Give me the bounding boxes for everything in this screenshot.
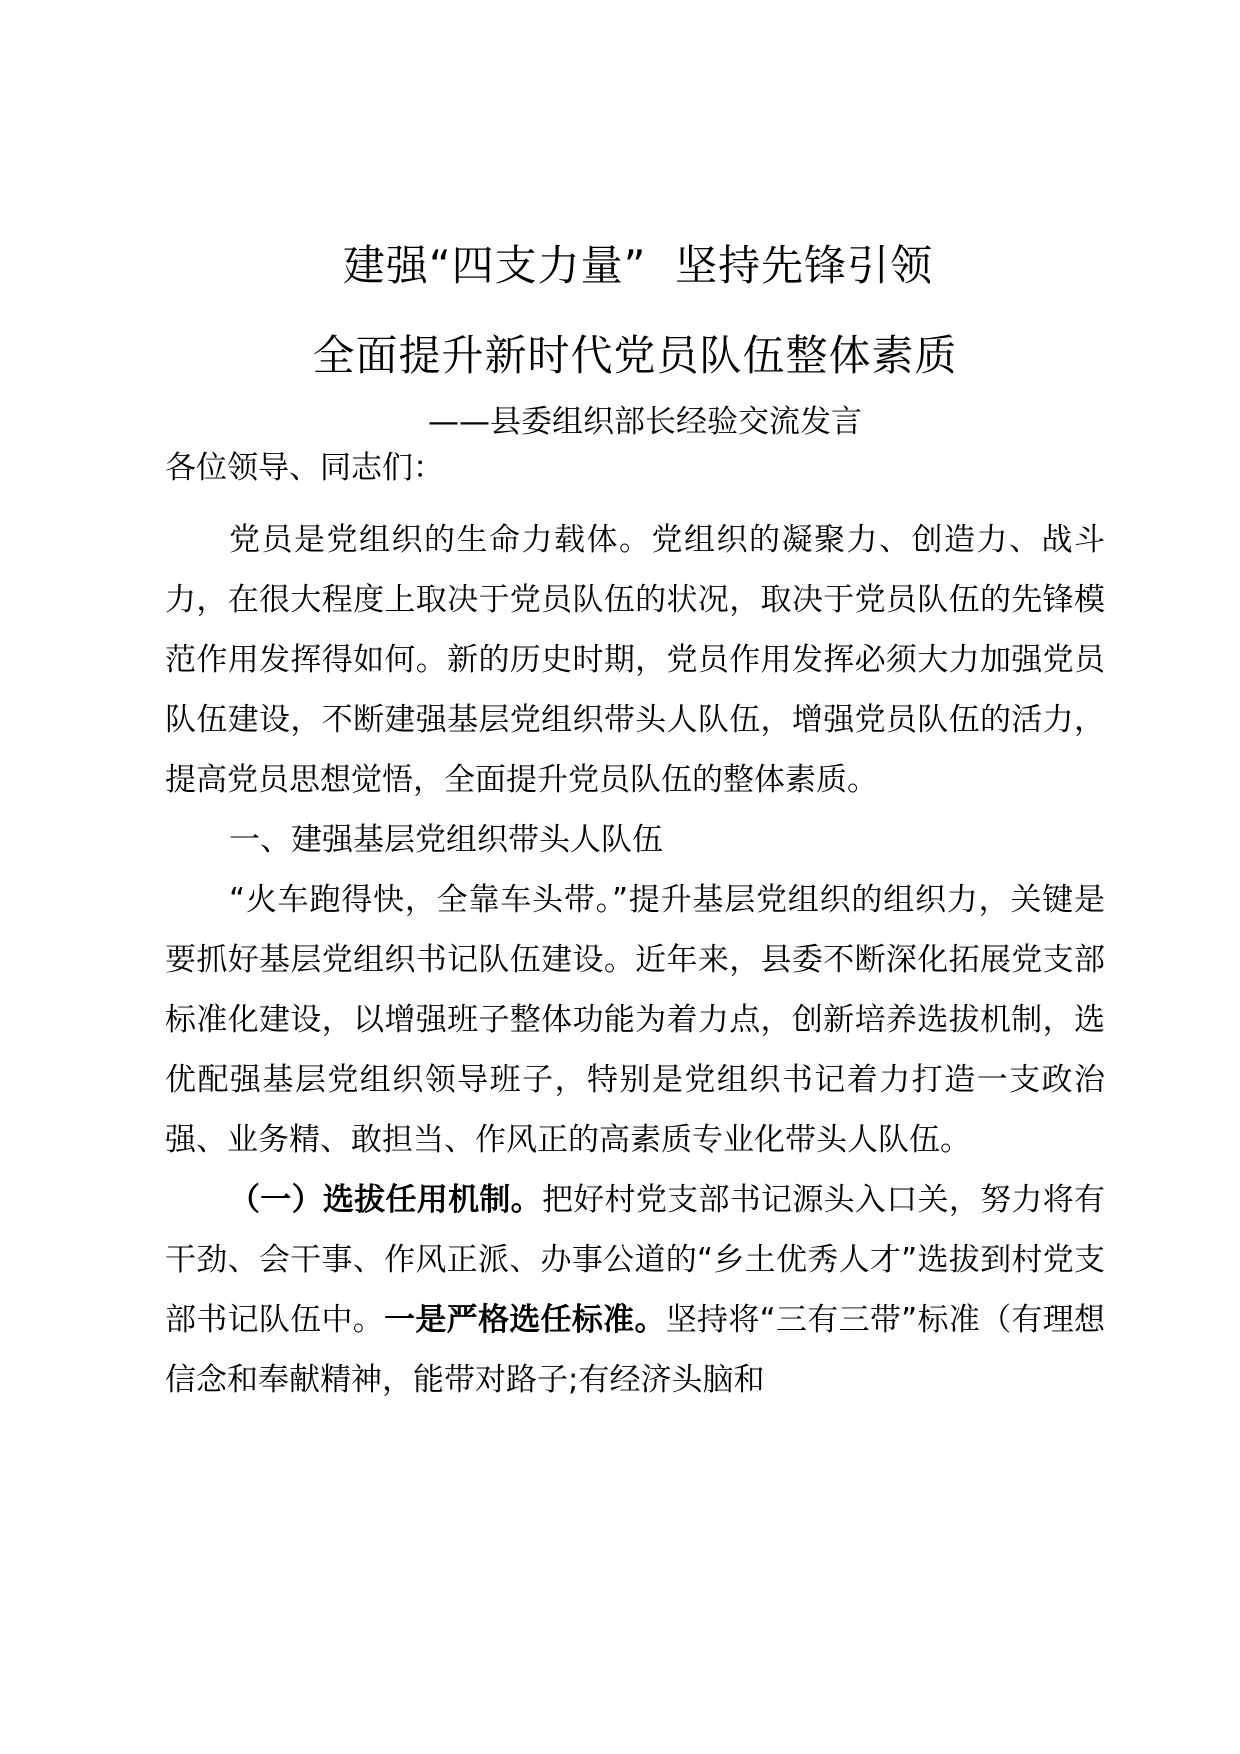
paragraph-intro: 党员是党组织的生命力载体。党组织的凝聚力、创造力、战斗力，在很大程度上取决于党员队伍的状况，取决于党员队伍的先锋模范作用发挥得如何。新的历史时期，党员作用发挥必须大力加强党员队伍建设，不断建强基层党组织带头人队伍，增强党员队伍的活力，提高党员思想觉悟，全面提升党员队伍的整体素质。	[165, 522, 1105, 798]
document-page	[165, 236, 1105, 1410]
paragraph-section-1: “火车跑得快，全靠车头带。”提升基层党组织的组织力，关键是要抓好基层党组织书记队伍建设。近年来，县委不断深化拓展党支部标准化建设，以增强班子整体功能为着力点，创新培养选拔机制，选优配强基层党组织领导班子，特别是党组织书记着力打造一支政治强、业务精、敢担当、作风正的高素质专业化带头人队伍。	[165, 882, 1105, 1158]
subsection-text: 把好村党支部书记源头入口关，努力将有干劲、会干事、作风正派、办事公道的“乡土优秀人才”选拔到村党支部书记队伍中。	[165, 1182, 1106, 1338]
title-line-2: 全面提升新时代党员队伍整体素质	[312, 331, 958, 380]
subsection-heading: （一）选拔任用机制。	[229, 1182, 542, 1218]
subtitle: ——县委组织部长经验交流发言	[428, 404, 862, 440]
point-text: 坚持将“三有三带”标准（有理想信念和奉献精神，能带对路子;有经济头脑和	[165, 1302, 1106, 1398]
paragraph-subsection-1	[165, 1170, 1105, 1410]
title-line-1: 建强“四支力量” 坚持先锋引领	[342, 241, 934, 290]
salutation: 各位领导、同志们：	[165, 450, 444, 486]
point-heading: 一是严格选任标准。	[384, 1302, 666, 1338]
section-heading-1: 一、建强基层党组织带头人队伍	[229, 822, 663, 858]
